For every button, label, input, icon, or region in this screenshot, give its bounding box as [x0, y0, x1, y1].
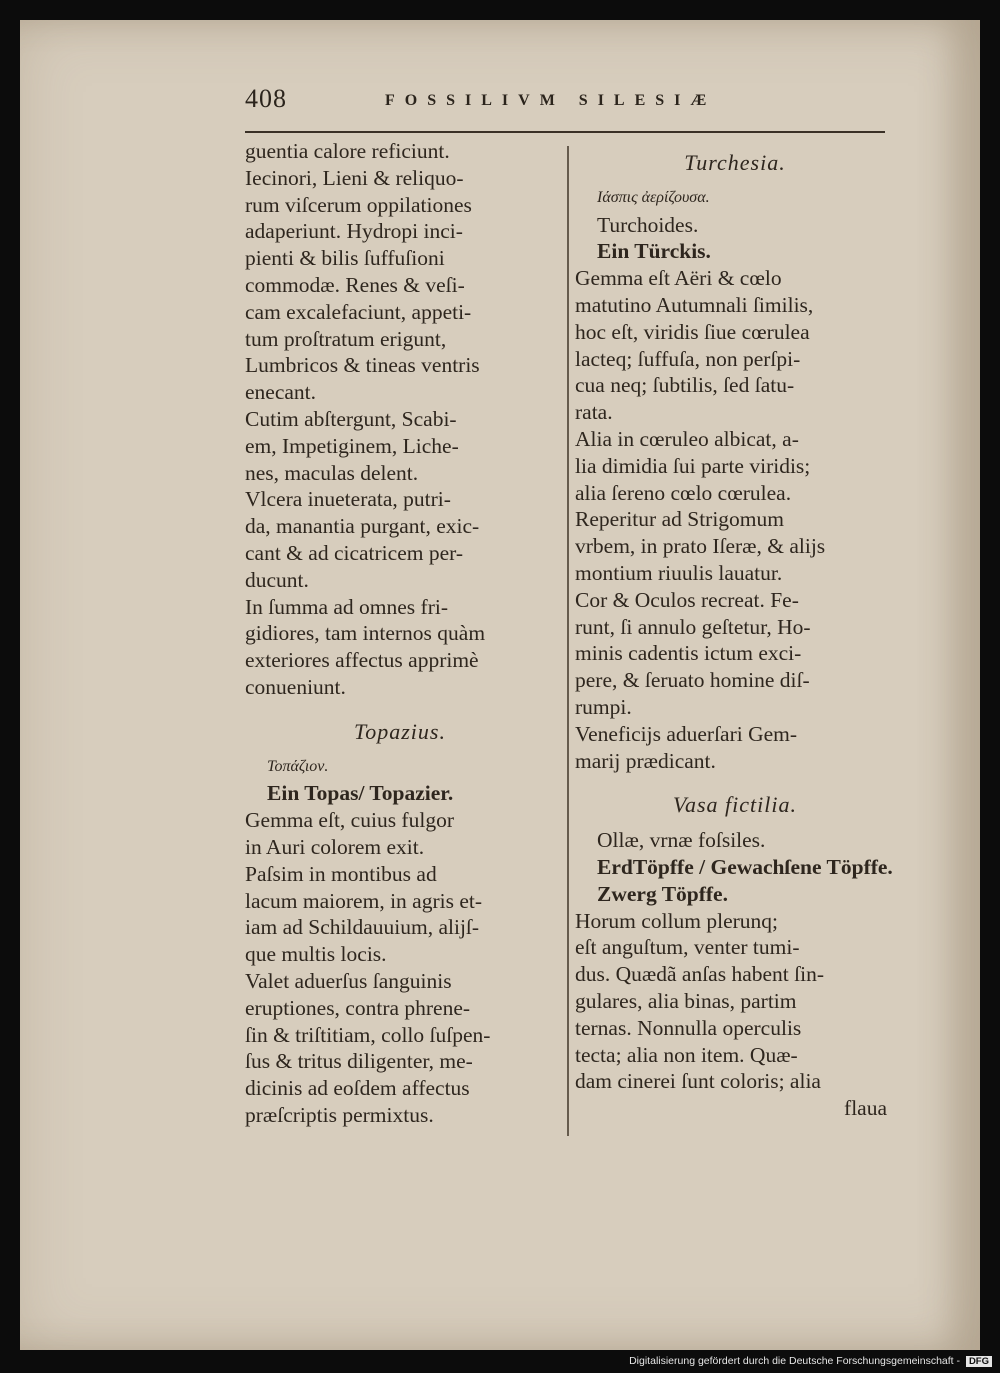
- text-line: tecta; alia non item. Quæ-: [575, 1042, 798, 1067]
- text-line: Gemma eſt, cuius fulgor: [245, 808, 454, 833]
- text-line: Cor & Oculos recreat. Fe-: [575, 587, 799, 612]
- credit-text: Digitalisierung gefördert durch die Deutsche Forschungsgemeinschaft -: [629, 1355, 961, 1367]
- text-line: matutino Autumnali ſimilis,: [575, 292, 814, 317]
- text-line: eſt anguſtum, venter tumi-: [575, 935, 800, 960]
- text-line: pienti & bilis ſuffuſioni: [245, 246, 445, 271]
- text-line: Veneficijs aduerſari Gem-: [575, 721, 798, 746]
- text-line: Cutim abſtergunt, Scabi-: [245, 406, 457, 431]
- running-title: FOSSILIVM SILESIÆ: [385, 92, 717, 109]
- text-line: Iecinori, Lieni & reliquo-: [245, 165, 464, 190]
- german-name: Zwerg Töpffe.: [597, 881, 728, 906]
- section-heading: Topazius.: [354, 718, 446, 744]
- text-line: Paſsim in montibus ad: [245, 861, 437, 886]
- text-line: eruptiones, contra phrene-: [245, 995, 471, 1020]
- catchword: flaua: [844, 1096, 887, 1121]
- text-line: enecant.: [245, 380, 317, 405]
- text-line: alia ſereno cœlo cœrulea.: [575, 480, 792, 505]
- text-line: lia dimidia ſui parte viridis;: [575, 453, 811, 478]
- german-name: Ein Topas/ Topazier.: [267, 781, 454, 806]
- text-line: vrbem, in prato Iſeræ, & alijs: [575, 534, 826, 559]
- text-line: In ſumma ad omnes fri-: [245, 594, 449, 619]
- text-line: que multis locis.: [245, 942, 387, 967]
- text-line: commodæ. Renes & veſi-: [245, 272, 465, 297]
- text-line: montium riuulis lauatur.: [575, 560, 783, 585]
- text-line: dicinis ad eoſdem affectus: [245, 1076, 470, 1101]
- text-line: cam excalefaciunt, appeti-: [245, 299, 472, 324]
- text-line: Lumbricos & tineas ventris: [245, 353, 480, 378]
- text-line: em, Impetiginem, Liche-: [245, 433, 459, 458]
- text-line: ducunt.: [245, 567, 309, 592]
- text-line: tum proſtratum erigunt,: [245, 326, 447, 351]
- text-line: marij prædicant.: [575, 748, 716, 773]
- text-line: minis cadentis ictum exci-: [575, 641, 802, 666]
- text-line: cant & ad cicatricem per-: [245, 540, 464, 565]
- digitization-credit: [629, 1355, 992, 1367]
- page-number: 408: [245, 84, 287, 113]
- text-line: ſin & triſtitiam, collo ſuſpen-: [245, 1022, 491, 1047]
- synonym: Ollæ, vrnæ foſsiles.: [597, 828, 766, 853]
- text-line: guentia calore reficiunt.: [245, 139, 450, 163]
- text-line: Alia in cœruleo albicat, a-: [575, 426, 799, 451]
- text-line: lacum maiorem, in agris et-: [245, 888, 483, 913]
- text-line: rata.: [575, 400, 613, 425]
- text-line: Gemma eſt Aëri & cœlo: [575, 266, 782, 291]
- dfg-logo: DFG: [966, 1356, 992, 1367]
- german-name: Ein Türckis.: [597, 239, 711, 264]
- text-line: in Auri colorem exit.: [245, 834, 425, 859]
- page-header: [245, 84, 885, 124]
- text-line: Horum collum plerunq;: [575, 908, 779, 933]
- header-rule: [245, 131, 885, 133]
- text-line: lacteq; ſuffuſa, non perſpi-: [575, 346, 801, 371]
- text-line: rumpi.: [575, 694, 632, 719]
- text-line: da, manantia purgant, exic-: [245, 514, 480, 539]
- text-line: ſus & tritus diligenter, me-: [245, 1049, 473, 1074]
- left-column: [245, 138, 555, 1129]
- right-column: [575, 150, 895, 1122]
- text-line: gidiores, tam internos quàm: [245, 621, 486, 646]
- text-line: cua neq; ſubtilis, ſed ſatu-: [575, 373, 795, 398]
- text-line: Reperitur ad Strigomum: [575, 507, 784, 532]
- text-line: iam ad Schildauuium, alijſ-: [245, 915, 480, 940]
- text-line: dus. Quædã anſas habent ſin-: [575, 962, 824, 987]
- text-line: rum viſcerum oppilationes: [245, 192, 472, 217]
- german-name: ErdTöpffe / Gewachſene Töpffe.: [597, 854, 893, 879]
- text-line: adaperiunt. Hydropi inci-: [245, 219, 463, 244]
- section-heading: Turchesia.: [684, 150, 786, 175]
- text-line: conueniunt.: [245, 674, 346, 699]
- text-line: runt, ſi annulo geſtetur, Ho-: [575, 614, 811, 639]
- text-line: hoc eſt, viridis ſiue cœrulea: [575, 319, 810, 344]
- text-line: præſcriptis permixtus.: [245, 1102, 434, 1127]
- column-separator: [567, 146, 569, 1136]
- text-line: gulares, alia binas, partim: [575, 988, 797, 1013]
- greek-name: Ιάσπις ἀερίζουσα.: [597, 188, 710, 206]
- greek-name: Τοπάζιον.: [267, 757, 329, 775]
- text-line: Valet aduerſus ſanguinis: [245, 968, 452, 993]
- section-heading: Vasa fictilia.: [673, 792, 797, 818]
- text-line: ternas. Nonnulla operculis: [575, 1015, 802, 1040]
- text-line: pere, & ſeruato homine diſ-: [575, 668, 810, 693]
- text-line: Vlcera inueterata, putri-: [245, 487, 451, 512]
- synonym: Turchoides.: [597, 212, 699, 237]
- text-line: dam cinerei ſunt coloris; alia: [575, 1069, 821, 1094]
- text-line: exteriores affectus apprimè: [245, 648, 479, 673]
- text-line: nes, maculas delent.: [245, 460, 419, 485]
